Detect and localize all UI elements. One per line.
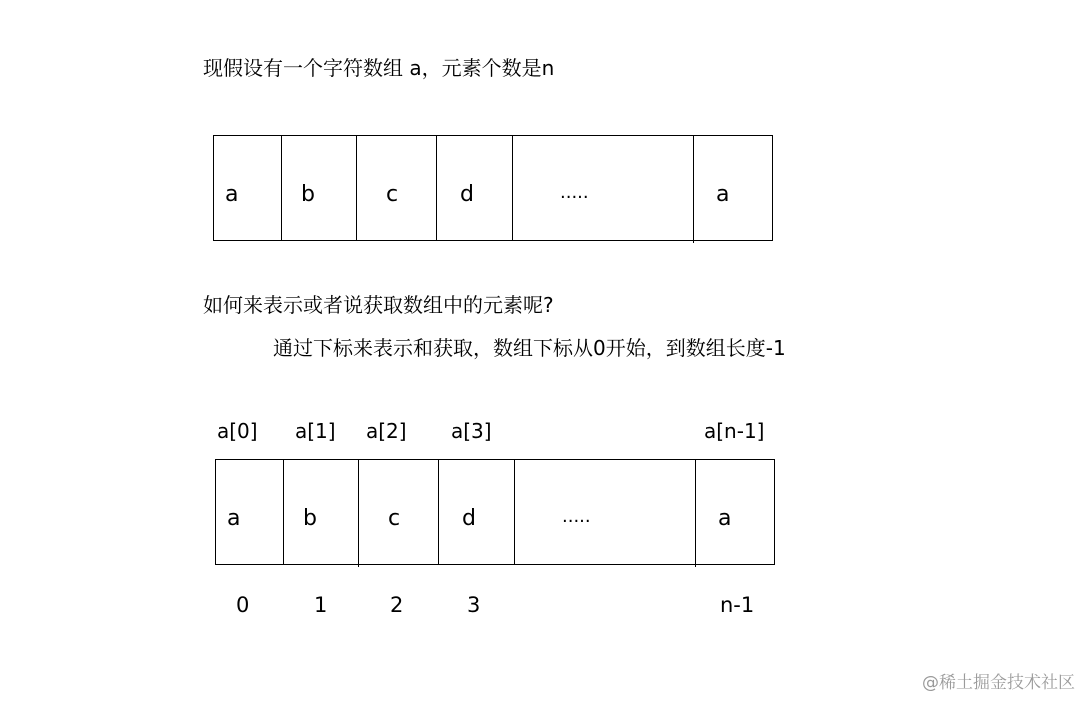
cell-divider xyxy=(512,136,513,240)
array-cell: d xyxy=(462,506,476,531)
cell-divider xyxy=(514,460,515,564)
index-label: a[3] xyxy=(451,419,492,443)
array-cell: c xyxy=(386,182,399,207)
cell-divider xyxy=(283,460,284,564)
index-number: 1 xyxy=(314,593,328,617)
index-label: a[n-1] xyxy=(704,419,765,443)
answer-text: 通过下标来表示和获取，数组下标从0开始，到数组长度-1 xyxy=(273,336,786,360)
array-cell: d xyxy=(460,182,474,207)
cell-divider xyxy=(695,460,696,567)
array-cell-ellipsis: ..... xyxy=(562,506,591,527)
cell-divider xyxy=(693,136,694,243)
index-label: a[0] xyxy=(217,419,258,443)
index-number: 2 xyxy=(390,593,404,617)
cell-divider xyxy=(358,460,359,567)
cell-divider xyxy=(281,136,282,240)
watermark: @稀土掘金技术社区 xyxy=(922,673,1075,693)
array-cell: a xyxy=(716,182,730,207)
array-cell: a xyxy=(718,506,732,531)
cell-divider xyxy=(436,136,437,240)
question-text: 如何来表示或者说获取数组中的元素呢? xyxy=(203,293,554,317)
array-cell: b xyxy=(303,506,317,531)
array-cell: b xyxy=(301,182,315,207)
index-number: n-1 xyxy=(720,593,755,617)
array-1 xyxy=(213,135,773,241)
cell-divider xyxy=(438,460,439,564)
index-label: a[2] xyxy=(366,419,407,443)
array-cell: a xyxy=(227,506,241,531)
array-cell-ellipsis: ..... xyxy=(560,182,589,203)
index-number: 3 xyxy=(467,593,481,617)
index-label: a[1] xyxy=(295,419,336,443)
cell-divider xyxy=(356,136,357,240)
index-number: 0 xyxy=(236,593,250,617)
intro-text: 现假设有一个字符数组 a，元素个数是n xyxy=(203,56,555,80)
array-cell: a xyxy=(225,182,239,207)
array-cell: c xyxy=(388,506,401,531)
array-2 xyxy=(215,459,775,565)
